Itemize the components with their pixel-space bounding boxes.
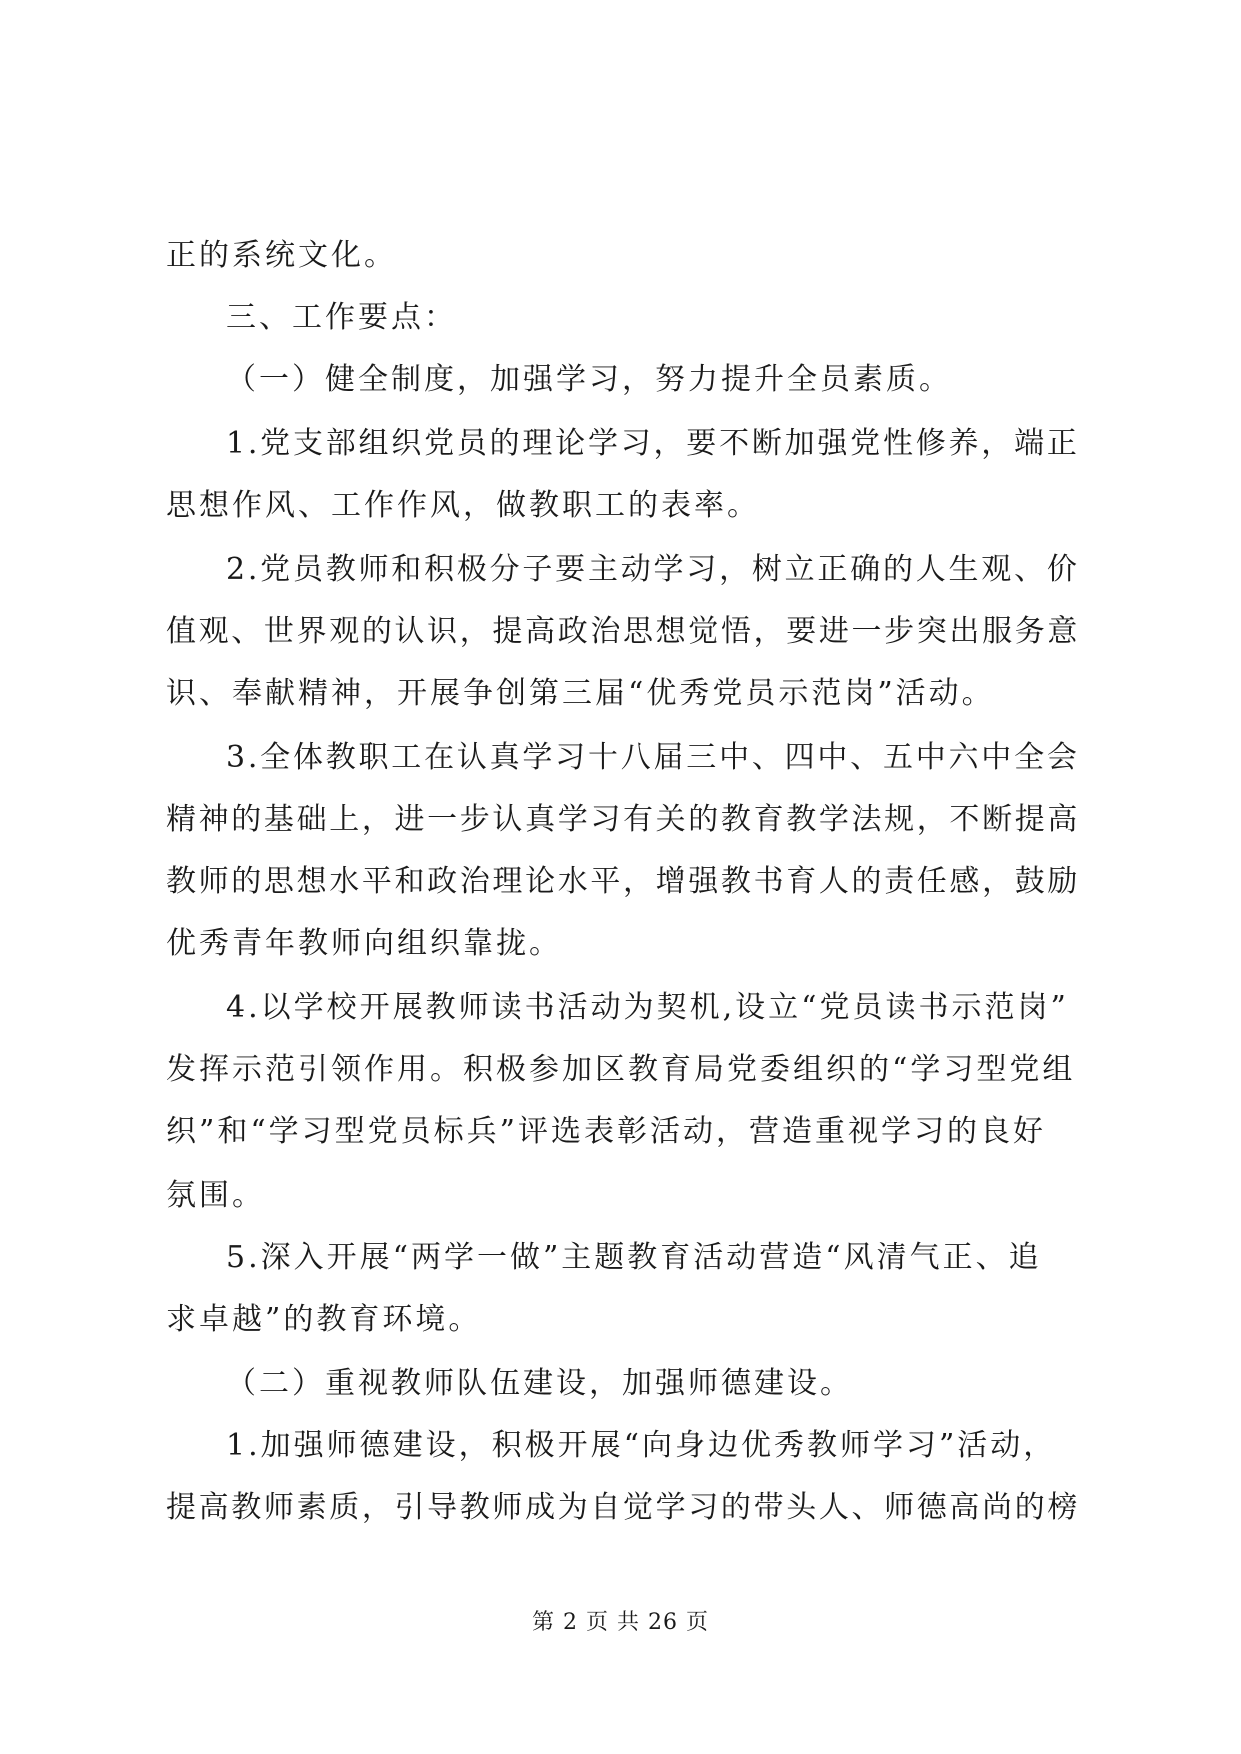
text-line: 氛围。 — [166, 1178, 265, 1213]
subsection-heading: （一）健全制度，加强学习，努力提升全员素质。 — [226, 362, 952, 397]
text-line: 2.党员教师和积极分子要主动学习，树立正确的人生观、价 — [226, 552, 1080, 587]
text-line: 1.加强师德建设，积极开展“向身边优秀教师学习”活动， — [226, 1428, 1057, 1463]
text-line: 3.全体教职工在认真学习十八届三中、四中、五中六中全会 — [226, 740, 1080, 775]
text-line: 5.深入开展“两学一做”主题教育活动营造“风清气正、追 — [226, 1240, 1042, 1275]
text-line: 教师的思想水平和政治理论水平，增强教书育人的责任感，鼓励 — [166, 864, 1080, 899]
text-line: 4.以学校开展教师读书活动为契机,设立“党员读书示范岗” — [226, 990, 1069, 1025]
text-line: 织”和“学习型党员标兵”评选表彰活动，营造重视学习的良好 — [166, 1114, 1047, 1149]
text-line: 求卓越”的教育环境。 — [166, 1302, 482, 1337]
text-line: 精神的基础上，进一步认真学习有关的教育教学法规，不断提高 — [166, 802, 1080, 837]
text-line: 识、奉献精神，开展争创第三届“优秀党员示范岗”活动。 — [166, 676, 995, 711]
text-line: 优秀青年教师向组织靠拢。 — [166, 926, 562, 961]
text-line: 值观、世界观的认识，提高政治思想觉悟，要进一步突出服务意 — [166, 614, 1080, 649]
section-heading: 三、工作要点： — [226, 300, 457, 335]
page-number-footer: 第 2 页 共 26 页 — [532, 1610, 709, 1635]
text-line: 提高教师素质，引导教师成为自觉学习的带头人、师德高尚的榜 — [166, 1490, 1080, 1525]
text-line: 思想作风、工作作风，做教职工的表率。 — [166, 488, 760, 523]
text-line: 1.党支部组织党员的理论学习，要不断加强党性修养，端正 — [226, 426, 1080, 461]
text-line: 正的系统文化。 — [166, 238, 397, 273]
subsection-heading: （二）重视教师队伍建设，加强师德建设。 — [226, 1366, 853, 1401]
text-line: 发挥示范引领作用。积极参加区教育局党委组织的“学习型党组 — [166, 1052, 1076, 1087]
